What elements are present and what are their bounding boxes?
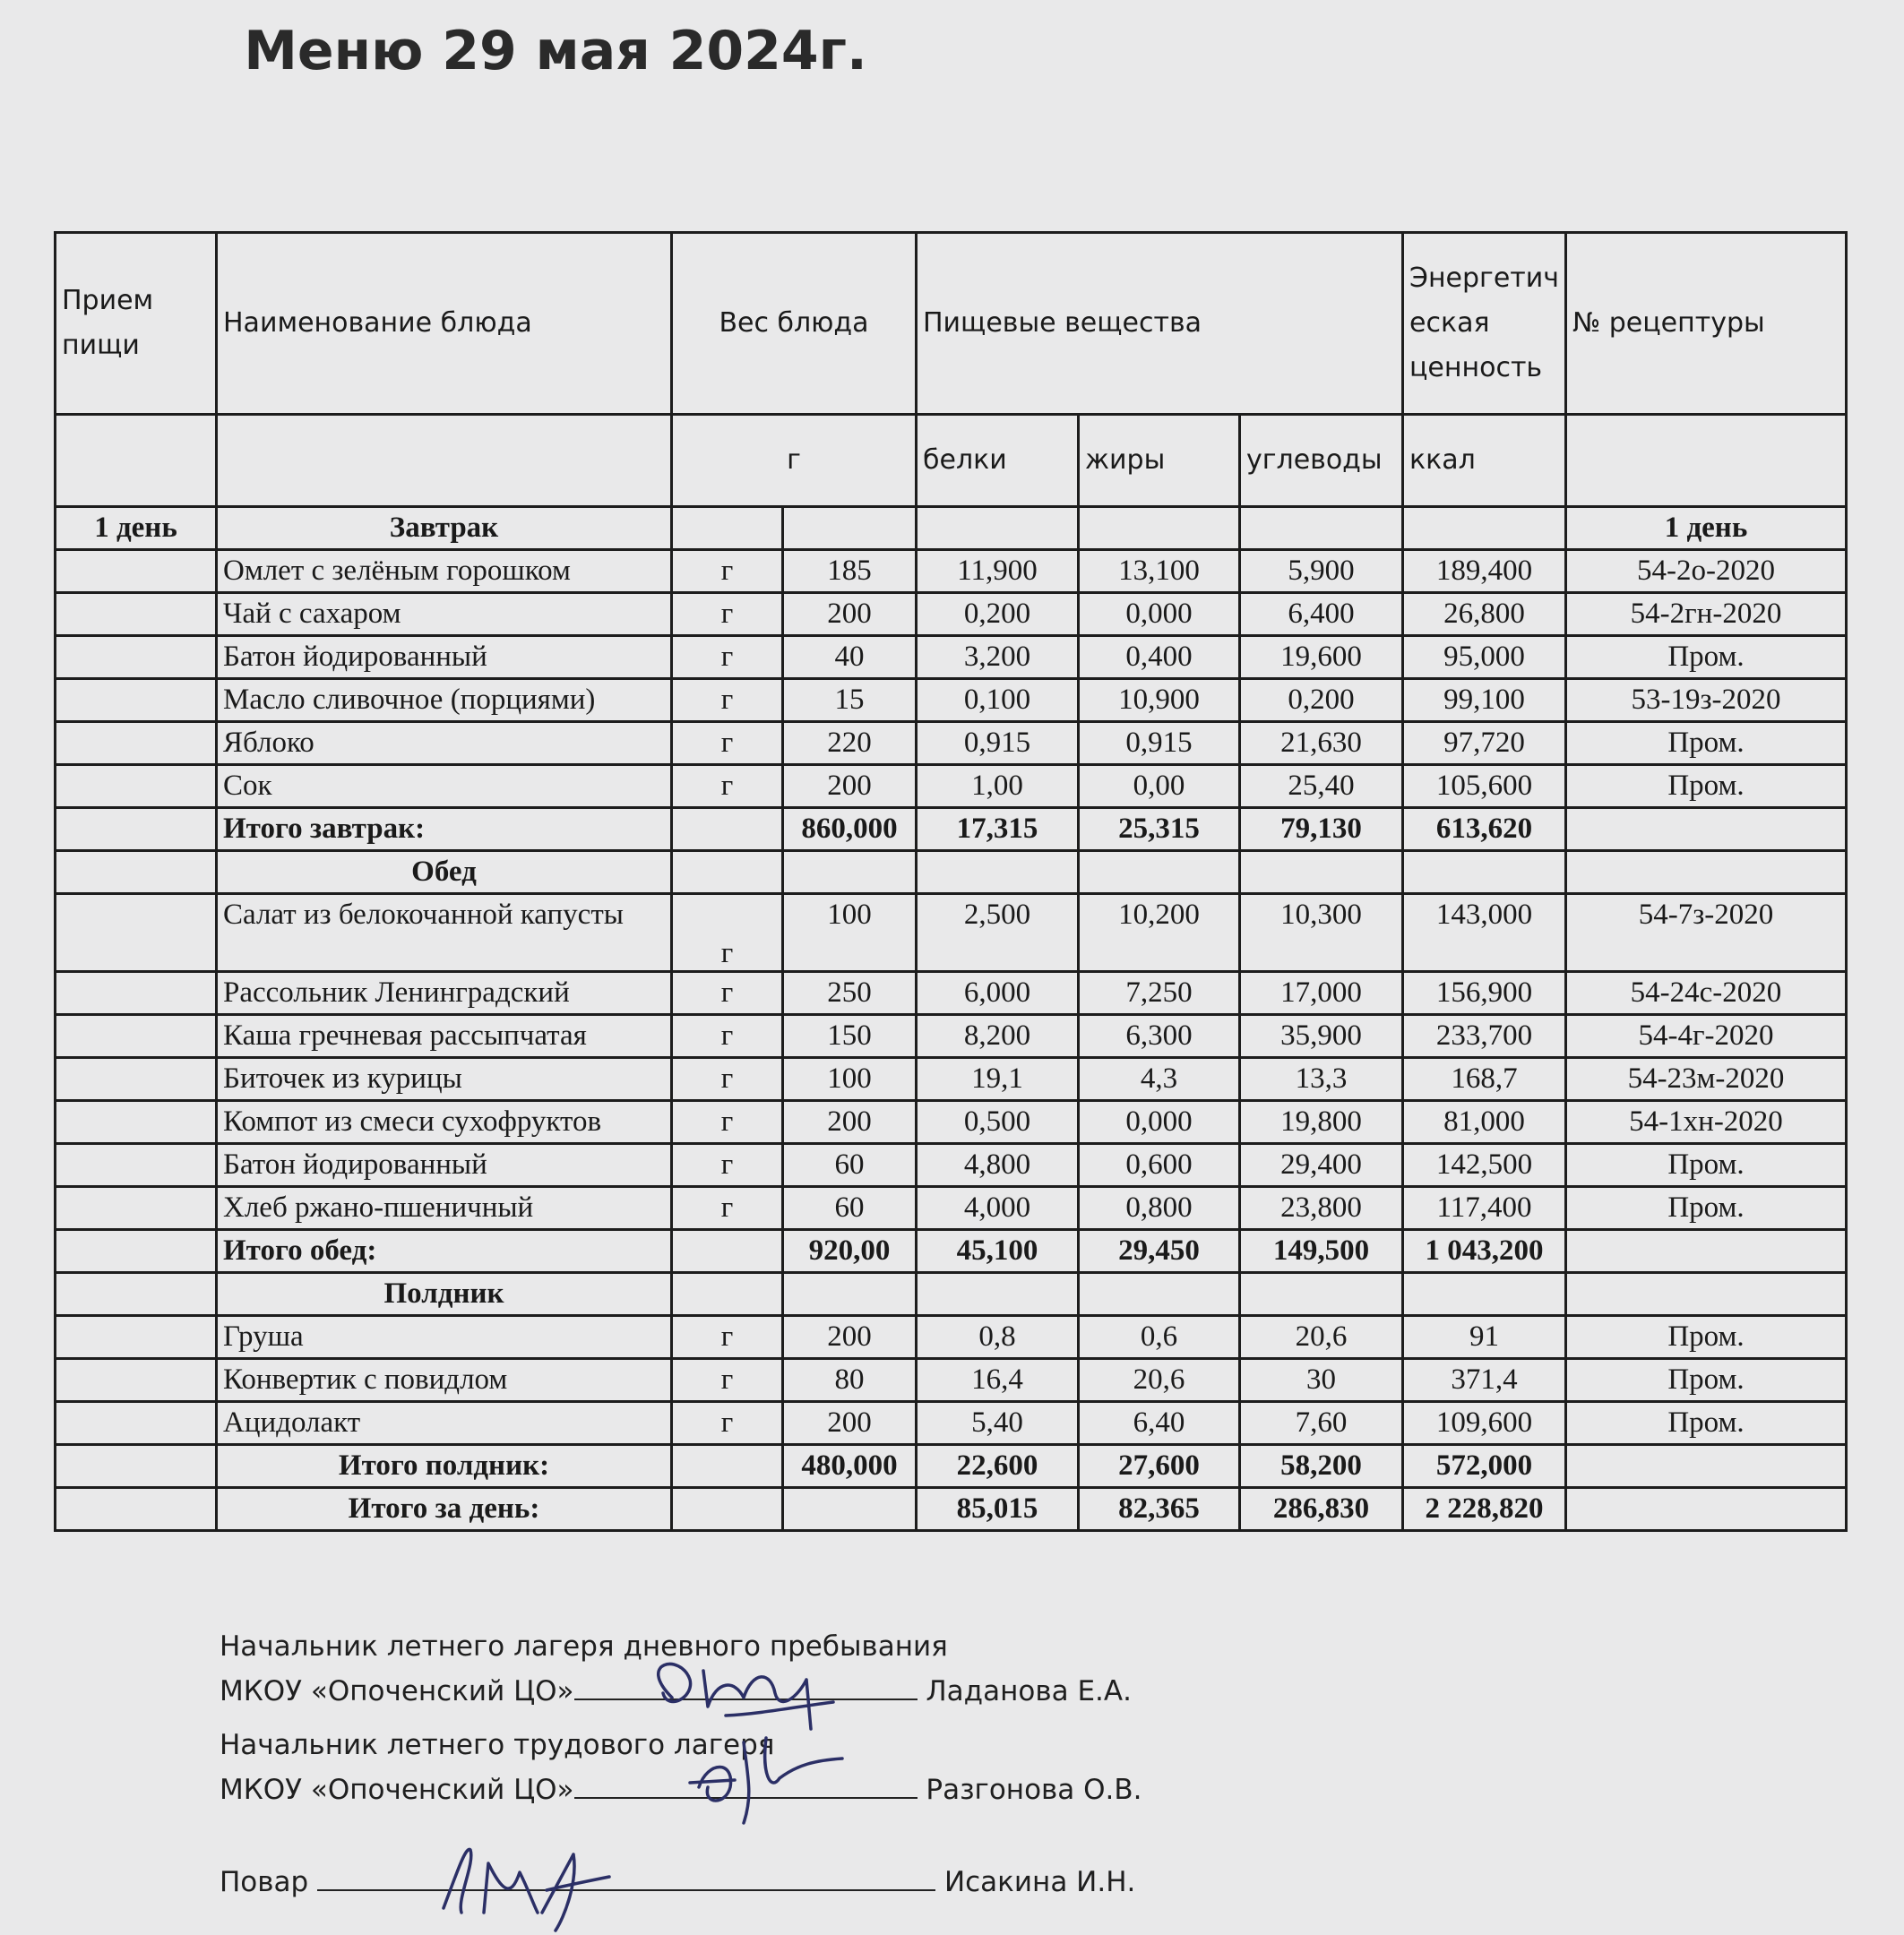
value-cell [917, 507, 1079, 550]
meal-cell [56, 808, 217, 851]
kcal-value: 81,000 [1403, 1101, 1566, 1144]
unit-cell: г [672, 1359, 783, 1402]
recipe-number: Пром. [1566, 1359, 1847, 1402]
dish-name: Омлет с зелёным горошком [217, 550, 672, 593]
meal-cell [56, 851, 217, 894]
day-total-kcal: 2 228,820 [1403, 1488, 1566, 1531]
kcal-value: 26,800 [1403, 593, 1566, 636]
table-row [56, 1316, 1847, 1359]
total-weight: 860,000 [783, 808, 917, 851]
dish-name: Салат из белокочанной капусты [217, 894, 672, 972]
protein-value: 4,000 [917, 1187, 1079, 1230]
subheader-energy-unit: ккал [1403, 415, 1566, 507]
value-cell [1403, 507, 1566, 550]
carbs-value: 30 [1240, 1359, 1403, 1402]
unit-cell [672, 507, 783, 550]
recipe-number: Пром. [1566, 636, 1847, 679]
value-cell [1079, 507, 1240, 550]
kcal-value: 233,700 [1403, 1015, 1566, 1058]
total-weight: 480,000 [783, 1445, 917, 1488]
recipe-number: Пром. [1566, 1187, 1847, 1230]
total-kcal: 572,000 [1403, 1445, 1566, 1488]
fat-value: 0,400 [1079, 636, 1240, 679]
table-row [56, 636, 1847, 679]
value-cell [1079, 1273, 1240, 1316]
carbs-value: 17,000 [1240, 972, 1403, 1015]
total-fat: 25,315 [1079, 808, 1240, 851]
unit-cell: г [672, 1316, 783, 1359]
signature-org-1: МКОУ «Опоченский ЦО» [220, 1675, 574, 1707]
kcal-value: 168,7 [1403, 1058, 1566, 1101]
total-carbs: 58,200 [1240, 1445, 1403, 1488]
unit-cell: г [672, 679, 783, 722]
weight-value: 200 [783, 765, 917, 808]
protein-value: 0,100 [917, 679, 1079, 722]
menu-table [54, 231, 1848, 1532]
meal-cell [56, 1144, 217, 1187]
day-total-fat: 82,365 [1079, 1488, 1240, 1531]
kcal-value: 189,400 [1403, 550, 1566, 593]
carbs-value: 20,6 [1240, 1316, 1403, 1359]
subheader-fat: жиры [1079, 415, 1240, 507]
recipe-number: Пром. [1566, 1402, 1847, 1445]
handwritten-signature-2 [681, 1724, 860, 1832]
value-cell [1403, 851, 1566, 894]
protein-value: 4,800 [917, 1144, 1079, 1187]
protein-value: 0,500 [917, 1101, 1079, 1144]
section-header-row [56, 507, 1847, 550]
meal-cell [56, 722, 217, 765]
unit-cell [672, 1445, 783, 1488]
signature-name-3: Исакина И.Н. [943, 1866, 1136, 1898]
meal-cell [56, 1402, 217, 1445]
protein-value: 0,915 [917, 722, 1079, 765]
recipe-number: Пром. [1566, 1316, 1847, 1359]
fat-value: 4,3 [1079, 1058, 1240, 1101]
total-label: Итого завтрак: [217, 808, 672, 851]
carbs-value: 19,600 [1240, 636, 1403, 679]
signature-title-1: Начальник летнего лагеря дневного пребывания [220, 1630, 948, 1663]
table-row [56, 1187, 1847, 1230]
carbs-value: 21,630 [1240, 722, 1403, 765]
table-row [56, 593, 1847, 636]
recipe-cell [1566, 851, 1847, 894]
weight-value: 185 [783, 550, 917, 593]
header-meal: Прием пищи [56, 233, 217, 415]
protein-value: 19,1 [917, 1058, 1079, 1101]
header-energy: Энергетич еская ценность [1403, 233, 1566, 415]
dish-name: Батон йодированный [217, 1144, 672, 1187]
recipe-cell [1566, 1273, 1847, 1316]
fat-value: 10,900 [1079, 679, 1240, 722]
kcal-value: 105,600 [1403, 765, 1566, 808]
meal-cell [56, 1187, 217, 1230]
recipe-number: 54-2гн-2020 [1566, 593, 1847, 636]
carbs-value: 23,800 [1240, 1187, 1403, 1230]
table-row [56, 679, 1847, 722]
unit-cell [672, 851, 783, 894]
weight-value: 80 [783, 1359, 917, 1402]
unit-cell: г [672, 894, 783, 972]
table-row [56, 722, 1847, 765]
carbs-value: 19,800 [1240, 1101, 1403, 1144]
subheader-empty [1566, 415, 1847, 507]
recipe-number: Пром. [1566, 722, 1847, 765]
handwritten-signature-3 [430, 1836, 645, 1935]
weight-value: 200 [783, 1101, 917, 1144]
weight-value: 220 [783, 722, 917, 765]
meal-cell [56, 1230, 217, 1273]
total-row [56, 1445, 1847, 1488]
carbs-value: 13,3 [1240, 1058, 1403, 1101]
total-protein: 45,100 [917, 1230, 1079, 1273]
weight-value: 200 [783, 593, 917, 636]
protein-value: 0,200 [917, 593, 1079, 636]
signature-title-2: Начальник летнего трудового лагеря [220, 1729, 775, 1761]
signature-role-3: Повар [220, 1866, 309, 1898]
dish-name: Чай с сахаром [217, 593, 672, 636]
dish-name: Биточек из курицы [217, 1058, 672, 1101]
header-recipe: № рецептуры [1566, 233, 1847, 415]
total-weight: 920,00 [783, 1230, 917, 1273]
total-protein: 22,600 [917, 1445, 1079, 1488]
unit-cell: г [672, 1187, 783, 1230]
weight-cell [783, 507, 917, 550]
kcal-value: 109,600 [1403, 1402, 1566, 1445]
fat-value: 7,250 [1079, 972, 1240, 1015]
total-row [56, 808, 1847, 851]
unit-cell [672, 1230, 783, 1273]
protein-value: 3,200 [917, 636, 1079, 679]
carbs-value: 25,40 [1240, 765, 1403, 808]
carbs-value: 0,200 [1240, 679, 1403, 722]
subheader-empty [56, 415, 217, 507]
total-carbs: 79,130 [1240, 808, 1403, 851]
recipe-cell [1566, 1488, 1847, 1531]
meal-cell [56, 550, 217, 593]
weight-value: 100 [783, 894, 917, 972]
subheader-row [56, 415, 1847, 507]
table-row [56, 765, 1847, 808]
fat-value: 6,300 [1079, 1015, 1240, 1058]
signature-name-2: Разгонова О.В. [926, 1774, 1142, 1806]
protein-value: 6,000 [917, 972, 1079, 1015]
meal-cell [56, 1101, 217, 1144]
day-total-label: Итого за день: [217, 1488, 672, 1531]
subheader-empty [217, 415, 672, 507]
table-row [56, 1101, 1847, 1144]
header-nutrients: Пищевые вещества [917, 233, 1403, 415]
recipe-cell [1566, 1230, 1847, 1273]
protein-value: 2,500 [917, 894, 1079, 972]
fat-value: 0,915 [1079, 722, 1240, 765]
carbs-value: 35,900 [1240, 1015, 1403, 1058]
header-weight: Вес блюда [672, 233, 917, 415]
fat-value: 10,200 [1079, 894, 1240, 972]
weight-value: 60 [783, 1187, 917, 1230]
protein-value: 0,8 [917, 1316, 1079, 1359]
unit-cell: г [672, 1144, 783, 1187]
recipe-number: 53-19з-2020 [1566, 679, 1847, 722]
value-cell [917, 851, 1079, 894]
recipe-number: 54-24с-2020 [1566, 972, 1847, 1015]
subheader-carbs: углеводы [1240, 415, 1403, 507]
weight-value: 150 [783, 1015, 917, 1058]
dish-name: Масло сливочное (порциями) [217, 679, 672, 722]
weight-value: 15 [783, 679, 917, 722]
weight-value: 250 [783, 972, 917, 1015]
day-total-row [56, 1488, 1847, 1531]
unit-cell: г [672, 593, 783, 636]
recipe-number: Пром. [1566, 1144, 1847, 1187]
dish-name: Груша [217, 1316, 672, 1359]
total-fat: 27,600 [1079, 1445, 1240, 1488]
day-label-right: 1 день [1566, 507, 1847, 550]
total-fat: 29,450 [1079, 1230, 1240, 1273]
recipe-number: 54-4г-2020 [1566, 1015, 1847, 1058]
carbs-value: 7,60 [1240, 1402, 1403, 1445]
carbs-value: 29,400 [1240, 1144, 1403, 1187]
section-name: Обед [217, 851, 672, 894]
recipe-number: Пром. [1566, 765, 1847, 808]
unit-cell: г [672, 1101, 783, 1144]
meal-cell [56, 679, 217, 722]
unit-cell: г [672, 1402, 783, 1445]
subheader-protein: белки [917, 415, 1079, 507]
kcal-value: 97,720 [1403, 722, 1566, 765]
dish-name: Конвертик с повидлом [217, 1359, 672, 1402]
meal-cell [56, 1488, 217, 1531]
kcal-value: 156,900 [1403, 972, 1566, 1015]
fat-value: 0,000 [1079, 1101, 1240, 1144]
protein-value: 16,4 [917, 1359, 1079, 1402]
kcal-value: 117,400 [1403, 1187, 1566, 1230]
table-row [56, 1144, 1847, 1187]
table-row [56, 1058, 1847, 1101]
table-row [56, 972, 1847, 1015]
weight-value: 40 [783, 636, 917, 679]
value-cell [1240, 1273, 1403, 1316]
recipe-number: 54-1хн-2020 [1566, 1101, 1847, 1144]
table-row [56, 550, 1847, 593]
dish-name: Яблоко [217, 722, 672, 765]
fat-value: 0,800 [1079, 1187, 1240, 1230]
unit-cell: г [672, 972, 783, 1015]
header-row [56, 233, 1847, 415]
signature-name-1: Ладанова Е.А. [926, 1675, 1132, 1707]
carbs-value: 10,300 [1240, 894, 1403, 972]
protein-value: 8,200 [917, 1015, 1079, 1058]
page-title: Меню 29 мая 2024г. [244, 20, 867, 82]
day-total-carbs: 286,830 [1240, 1488, 1403, 1531]
total-label: Итого обед: [217, 1230, 672, 1273]
meal-cell [56, 1445, 217, 1488]
carbs-value: 6,400 [1240, 593, 1403, 636]
table-row [56, 1402, 1847, 1445]
signature-line-5 [220, 1866, 1135, 1898]
day-label: 1 день [56, 507, 217, 550]
signature-org-2: МКОУ «Опоченский ЦО» [220, 1774, 574, 1806]
fat-value: 0,600 [1079, 1144, 1240, 1187]
dish-name: Сок [217, 765, 672, 808]
table-row [56, 1359, 1847, 1402]
weight-value: 100 [783, 1058, 917, 1101]
meal-cell [56, 894, 217, 972]
meal-cell [56, 765, 217, 808]
unit-cell: г [672, 1058, 783, 1101]
section-header-row [56, 1273, 1847, 1316]
recipe-cell [1566, 1445, 1847, 1488]
unit-cell: г [672, 550, 783, 593]
value-cell [1079, 851, 1240, 894]
table-row [56, 894, 1847, 972]
carbs-value: 5,900 [1240, 550, 1403, 593]
weight-value: 60 [783, 1144, 917, 1187]
meal-cell [56, 1015, 217, 1058]
kcal-value: 143,000 [1403, 894, 1566, 972]
subheader-weight-unit: г [672, 415, 917, 507]
meal-cell [56, 972, 217, 1015]
header-dish: Наименование блюда [217, 233, 672, 415]
dish-name: Рассольник Ленинградский [217, 972, 672, 1015]
meal-cell [56, 1359, 217, 1402]
fat-value: 20,6 [1079, 1359, 1240, 1402]
protein-value: 5,40 [917, 1402, 1079, 1445]
weight-value: 200 [783, 1316, 917, 1359]
value-cell [1240, 851, 1403, 894]
table-row [56, 1015, 1847, 1058]
meal-cell [56, 593, 217, 636]
unit-cell [672, 1273, 783, 1316]
kcal-value: 91 [1403, 1316, 1566, 1359]
recipe-number: 54-7з-2020 [1566, 894, 1847, 972]
value-cell [1403, 1273, 1566, 1316]
dish-name: Компот из смеси сухофруктов [217, 1101, 672, 1144]
dish-name: Хлеб ржано-пшеничный [217, 1187, 672, 1230]
total-carbs: 149,500 [1240, 1230, 1403, 1273]
unit-cell: г [672, 636, 783, 679]
protein-value: 1,00 [917, 765, 1079, 808]
value-cell [917, 1273, 1079, 1316]
kcal-value: 142,500 [1403, 1144, 1566, 1187]
unit-cell: г [672, 722, 783, 765]
dish-name: Батон йодированный [217, 636, 672, 679]
meal-cell [56, 1316, 217, 1359]
day-total-protein: 85,015 [917, 1488, 1079, 1531]
dish-name: Каша гречневая рассыпчатая [217, 1015, 672, 1058]
meal-cell [56, 1058, 217, 1101]
recipe-number: 54-2о-2020 [1566, 550, 1847, 593]
total-kcal: 613,620 [1403, 808, 1566, 851]
recipe-cell [1566, 808, 1847, 851]
protein-value: 11,900 [917, 550, 1079, 593]
weight-cell [783, 1488, 917, 1531]
unit-cell: г [672, 765, 783, 808]
kcal-value: 371,4 [1403, 1359, 1566, 1402]
weight-cell [783, 1273, 917, 1316]
kcal-value: 95,000 [1403, 636, 1566, 679]
kcal-value: 99,100 [1403, 679, 1566, 722]
unit-cell [672, 808, 783, 851]
section-name: Завтрак [217, 507, 672, 550]
fat-value: 0,6 [1079, 1316, 1240, 1359]
total-label: Итого полдник: [217, 1445, 672, 1488]
fat-value: 13,100 [1079, 550, 1240, 593]
fat-value: 0,00 [1079, 765, 1240, 808]
section-header-row [56, 851, 1847, 894]
unit-cell: г [672, 1015, 783, 1058]
total-protein: 17,315 [917, 808, 1079, 851]
section-name: Полдник [217, 1273, 672, 1316]
value-cell [1240, 507, 1403, 550]
weight-value: 200 [783, 1402, 917, 1445]
weight-cell [783, 851, 917, 894]
meal-cell [56, 1273, 217, 1316]
fat-value: 6,40 [1079, 1402, 1240, 1445]
total-row [56, 1230, 1847, 1273]
fat-value: 0,000 [1079, 593, 1240, 636]
unit-cell [672, 1488, 783, 1531]
dish-name: Ацидолакт [217, 1402, 672, 1445]
total-kcal: 1 043,200 [1403, 1230, 1566, 1273]
recipe-number: 54-23м-2020 [1566, 1058, 1847, 1101]
meal-cell [56, 636, 217, 679]
